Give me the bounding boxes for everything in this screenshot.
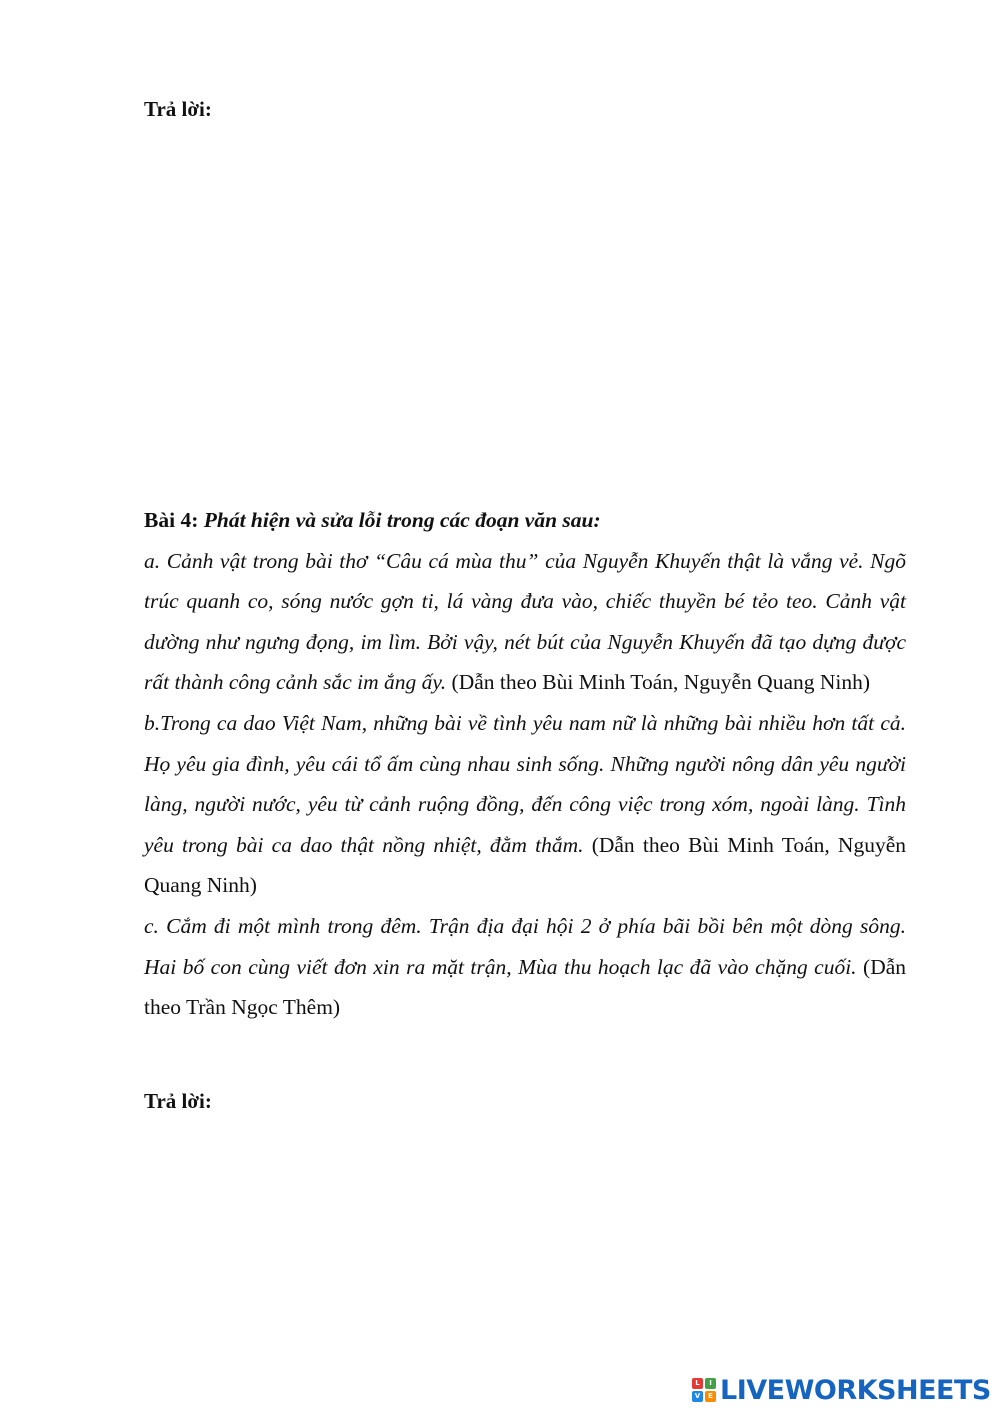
logo-square-icon: V bbox=[692, 1391, 703, 1402]
exercise-instruction: Phát hiện và sửa lỗi trong các đoạn văn sau: bbox=[203, 508, 601, 532]
exercise-heading bbox=[144, 500, 906, 541]
paragraph-source: (Dẫn theo Bùi Minh Toán, Nguyễn Quang Ninh) bbox=[451, 670, 871, 695]
liveworksheets-logo bbox=[692, 1374, 991, 1406]
paragraph-a bbox=[144, 541, 906, 703]
paragraph-text: c. Cắm đi một mình trong đêm. Trận địa đại hội 2 ở phía bãi bồi bên một dòng sông. Hai bố con cùng viết đơn xin ra mặt trận, Mùa thu hoạch lạc đã vào chặng cuối. bbox=[144, 913, 906, 979]
exercise-number: Bài 4: bbox=[144, 508, 199, 532]
logo-square-icon: E bbox=[705, 1391, 716, 1402]
answer-label: Trả lời: bbox=[144, 97, 212, 121]
paragraph-source: (Dẫn theo Bùi Minh Toán, Nguyễn Quang Ninh) bbox=[144, 832, 906, 898]
paragraph-text: b.Trong ca dao Việt Nam, những bài về tình yêu nam nữ là những bài nhiều hơn tất cả. Họ yêu gia đình, yêu cái tổ ấm cùng nhau sinh sống. Những người nông dân yêu người làng, người nước, yêu từ cảnh ruộng đồng, đến công việc trong xóm, ngoài làng. Tình yêu trong bài ca dao thật nồng nhiệt, đằm thắm. bbox=[144, 710, 906, 857]
paragraph-c bbox=[144, 906, 906, 1028]
logo-grid-icon bbox=[692, 1378, 716, 1402]
logo-square-icon: I bbox=[705, 1378, 716, 1389]
paragraph-source: (Dẫn theo Trần Ngọc Thêm) bbox=[144, 954, 907, 1020]
paragraph-b bbox=[144, 703, 906, 906]
exercise-4 bbox=[144, 500, 906, 1028]
paragraph-text: a. Cảnh vật trong bài thơ “Câu cá mùa thu” của Nguyễn Khuyến thật là vắng vẻ. Ngõ trúc quanh co, sóng nước gợn ti, lá vàng đưa vào, chiếc thuyền bé tẻo teo. Cảnh vật dường như ngưng đọng, im lìm. Bởi vậy, nét bút của Nguyễn Khuyến đã tạo dựng được rất thành công cảnh sắc im ắng ấy. bbox=[144, 548, 906, 695]
logo-square-icon: L bbox=[692, 1378, 703, 1389]
logo-text: LIVEWORKSHEETS bbox=[720, 1374, 991, 1406]
answer-label: Trả lời: bbox=[144, 1089, 212, 1113]
